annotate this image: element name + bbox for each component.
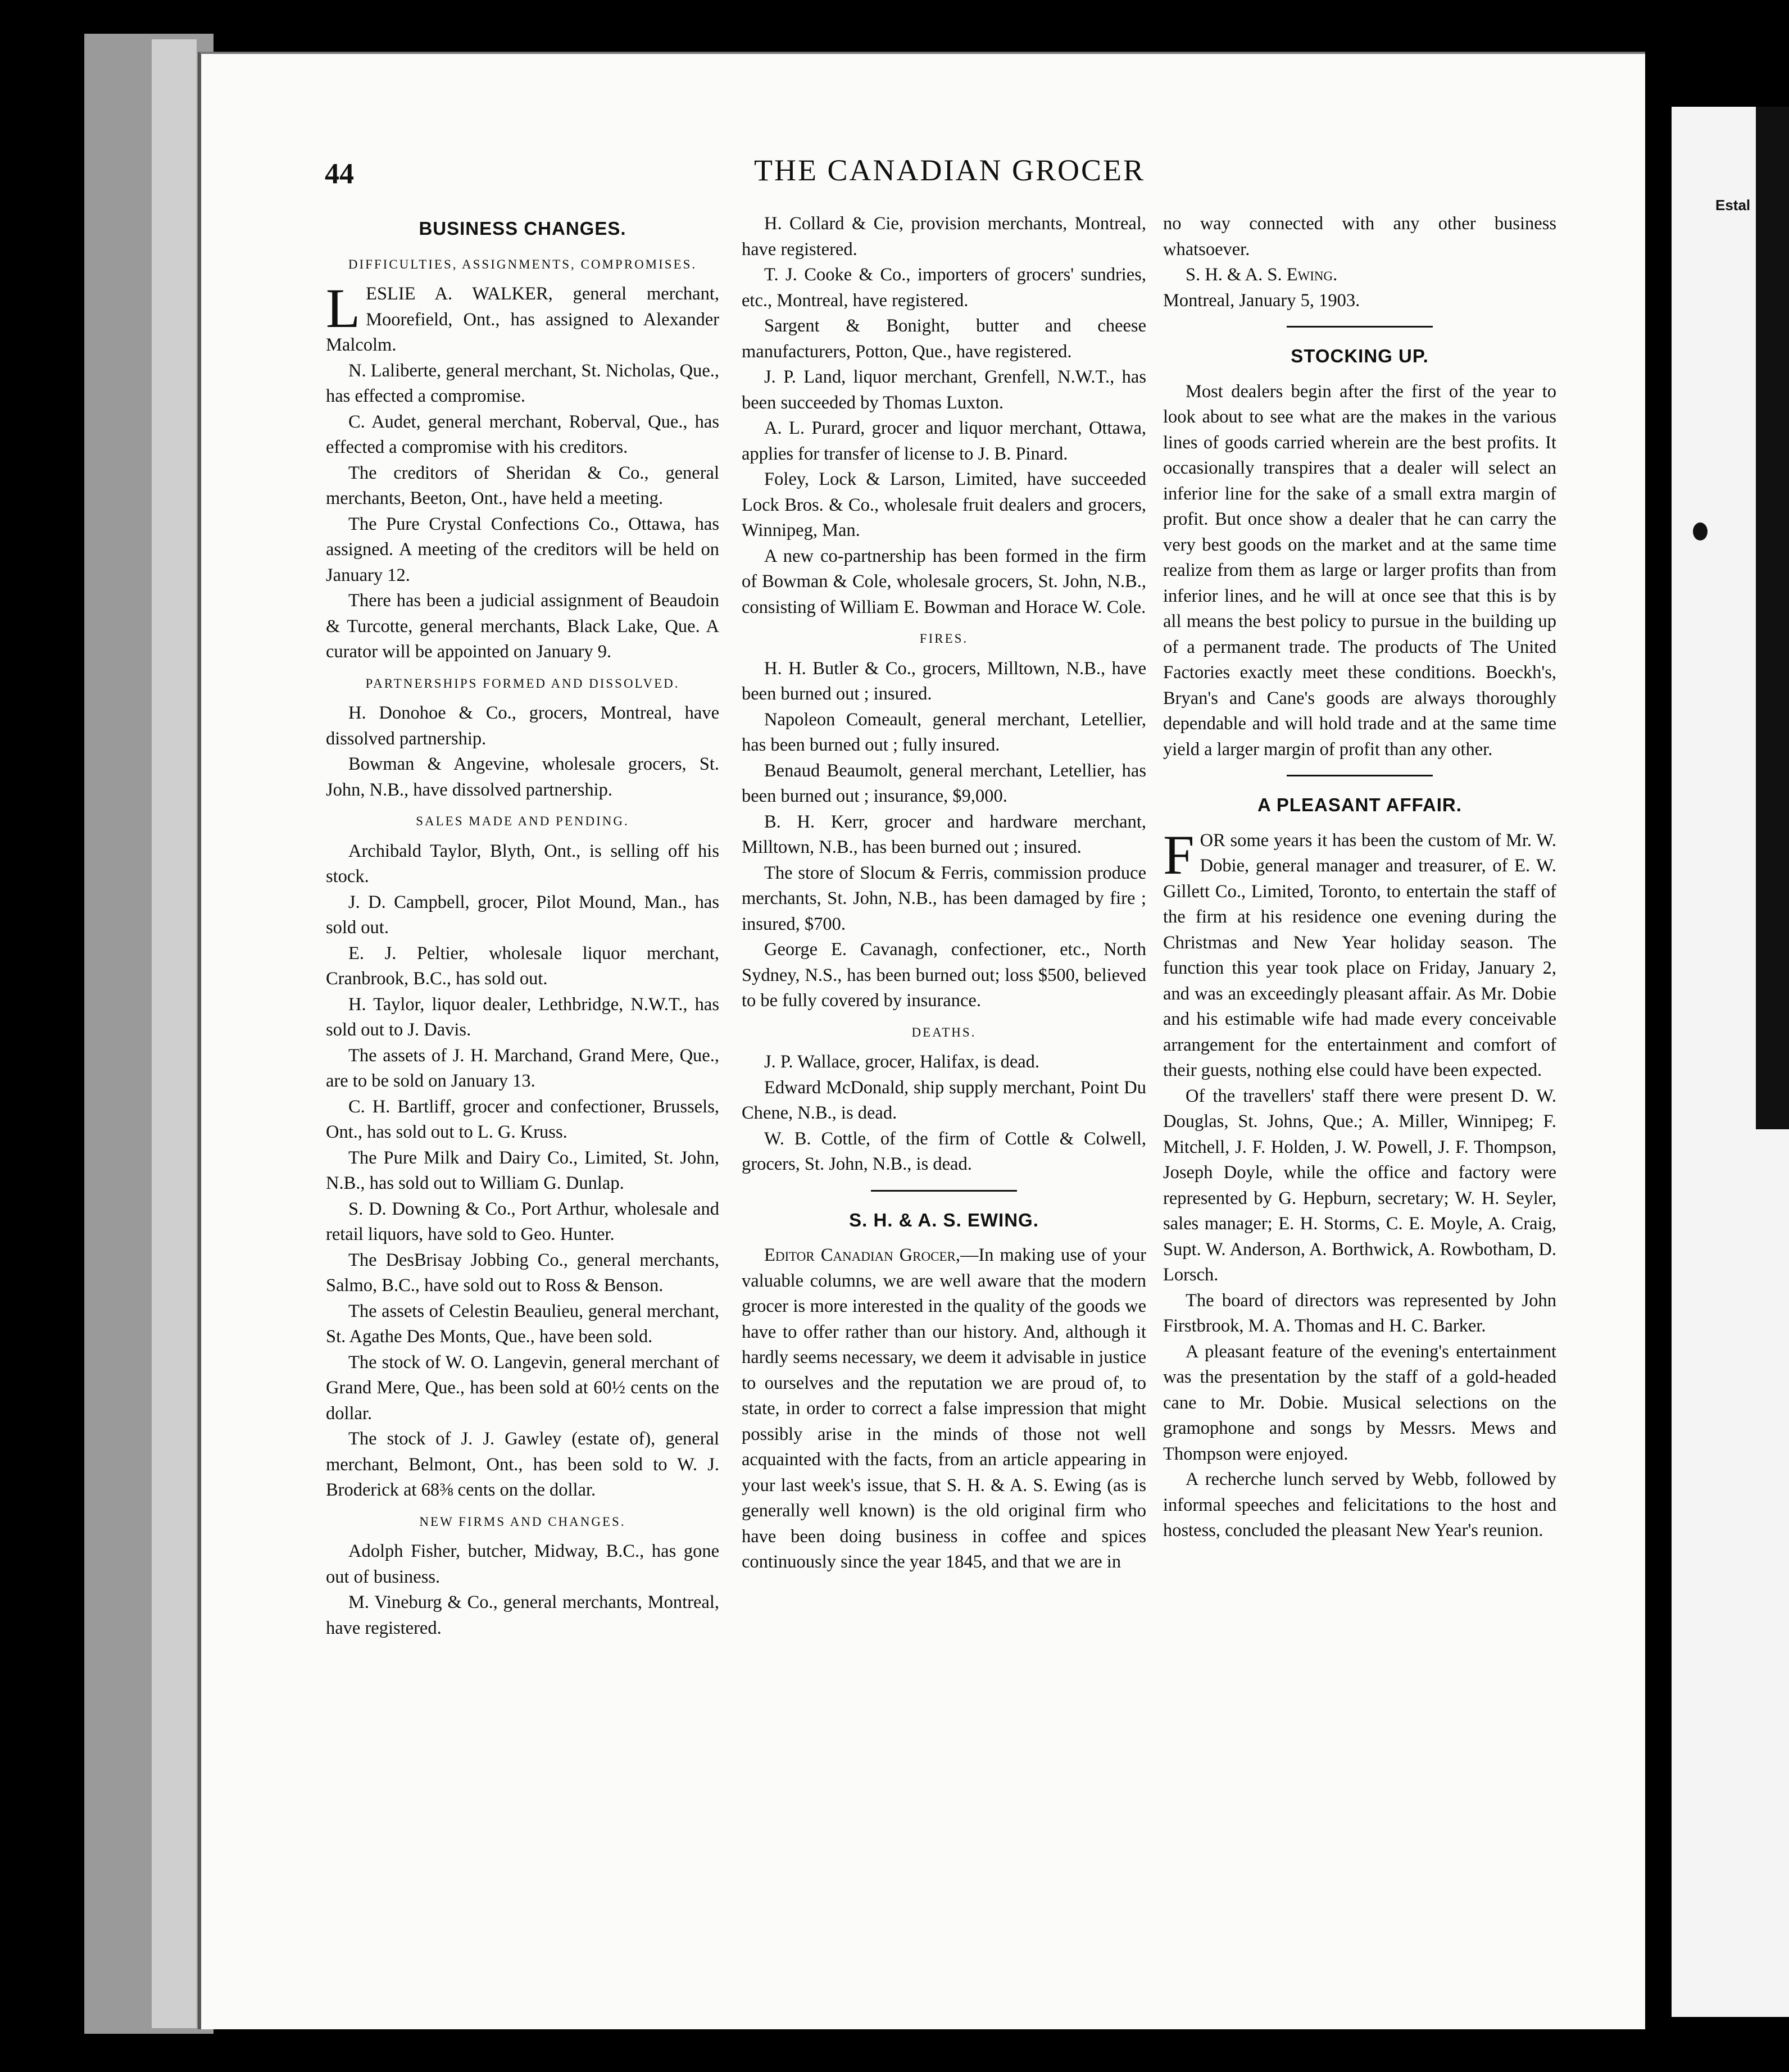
article-pure-milk: The Pure Milk and Dairy Co., Limited, St. John, N.B., has sold out to William G. Dunlap. [326,1147,719,1193]
article-stocking-up: Most dealers begin after the first of the year to look about to see what are the makes in the various lines of goods carried wherein are the best profits. It occasionally transpires that a dealer will select an inferior line for the sake of a small extra margin of profit. But once show a dealer that he can carry the very best goods on the market and at the same time realize from them as large or larger profits than from inferior lines, and he will at once see that this is by all means the best policy to pursue in the building up of a permanent trade. The products of The United Factories exactly meet these conditions. Boeckh's, Bryan's and Cane's goods are always thoroughly dependable and will hold trade and at the same time yield a larger margin of profit than any other. [1163,381,1556,760]
article-crystal: The Pure Crystal Confections Co., Ottawa, has assigned. A meeting of the creditors will be held on January 12. [326,514,719,585]
article-sargent: Sargent & Bonight, butter and cheese manufacturers, Potton, Que., have registered. [742,316,1146,362]
article-sheridan: The creditors of Sheridan & Co., general merchants, Beeton, Ont., have held a meeting. [326,462,719,508]
article-marchand: The assets of J. H. Marchand, Grand Mere, Que., are to be sold on January 13. [326,1045,719,1091]
article-peltier: E. J. Peltier, wholesale liquor merchant, Cranbrook, B.C., has sold out. [326,943,719,989]
article-laliberte: N. Laliberte, general merchant, St. Nicholas, Que., has effected a compromise. [326,360,719,406]
letter-ewing [742,1243,1146,1575]
article-kerr: B. H. Kerr, grocer and hardware merchant, Milltown, N.B., has been burned out ; insured. [742,811,1146,857]
heading-ewing: S. H. & A. S. EWING. [849,1209,1039,1230]
article-cooke: T. J. Cooke & Co., importers of grocers' sundries, etc., Montreal, have registered. [742,265,1146,311]
column-1 [326,211,719,1641]
adjacent-page-dark-band [1756,107,1789,1129]
article-taylor-h: H. Taylor, liquor dealer, Lethbridge, N.W.T., has sold out to J. Davis. [326,994,719,1040]
column-2 [742,211,1146,1575]
article-fisher: Adolph Fisher, butcher, Midway, B.C., has gone out of business. [326,1541,719,1587]
adjacent-page-strip [1672,107,1789,2017]
article-langevin: The stock of W. O. Langevin, general merchant of Grand Mere, Que., has been sold at 60½ cents on the dollar. [326,1352,719,1424]
article-beaudoin: There has been a judicial assignment of Beaudoin & Turcotte, general merchants, Black Lake, Que. A curator will be appointed on January 9. [326,590,719,662]
subhead-new-firms: NEW FIRMS AND CHANGES. [419,1514,626,1529]
article-mcdonald: Edward McDonald, ship supply merchant, Point Du Chene, N.B., is dead. [742,1077,1146,1123]
letter-continuation: no way connected with any other business whatsoever. [1163,213,1556,260]
heading-stocking-up: STOCKING UP. [1291,346,1429,366]
article-beaulieu: The assets of Celestin Beaulieu, general merchant, St. Agathe Des Monts, Que., have been sold. [326,1301,719,1347]
article-feature: A pleasant feature of the evening's entertainment was the presentation by the staff of a gold-headed cane to Mr. Dobie. Musical selections on the gramophone and songs by Messrs. Mews and Thompson were enjoyed. [1163,1341,1556,1464]
article-lunch: A recherche lunch served by Webb, followed by informal speeches and felicitations to the host and hostess, concluded the pleasant New Year's reunion. [1163,1469,1556,1541]
article-comeault: Napoleon Comeault, general merchant, Letellier, has been burned out ; fully insured. [742,709,1146,755]
letter-dateline: Montreal, January 5, 1903. [1163,290,1360,311]
page-stack-edge [152,39,197,2028]
article-desbrisay: The DesBrisay Jobbing Co., general merchants, Salmo, B.C., have sold out to Ross & Benson. [326,1249,719,1296]
page-number: 44 [325,158,354,190]
heading-pleasant-affair: A PLEASANT AFFAIR. [1257,794,1462,815]
article-beaumolt: Benaud Beaumolt, general merchant, Letellier, has been burned out ; insurance, $9,000. [742,760,1146,806]
letter-body: —In making use of your valuable columns, we are well aware that the modern grocer is more interested in the quality of the goods we have to offer rather than our history. And, although it hardly seems necessary, we deem it advisable in justice to ourselves and the reputation we are proud of, to state, in order to correct a false impression that might possibly arise in the minds of those not well acquainted with the facts, from an article appearing in your last week's issue, that S. H. & A. S. Ewing (as is generally well known) is the old original firm who have been doing business in coffee and spices continuously since the year 1845, and that we are in [742,1245,1146,1572]
article-bartliff: C. H. Bartliff, grocer and confectioner, Brussels, Ont., has sold out to L. G. Kruss. [326,1096,719,1142]
article-butler: H. H. Butler & Co., grocers, Milltown, N.B., have been burned out ; insured. [742,658,1146,704]
article-board: The board of directors was represented by John Firstbrook, M. A. Thomas and H. C. Barker. [1163,1290,1556,1336]
subhead-difficulties: DIFFICULTIES, ASSIGNMENTS, COMPROMISES. [348,257,697,271]
article-cottle: W. B. Cottle, of the firm of Cottle & Colwell, grocers, St. John, N.B., is dead. [742,1128,1146,1174]
subhead-sales: SALES MADE AND PENDING. [416,814,629,828]
column-3 [1163,211,1556,1544]
subhead-deaths: DEATHS. [911,1025,977,1039]
drop-cap: L [326,277,361,339]
article-donohoe: H. Donohoe & Co., grocers, Montreal, have dissolved partnership. [326,703,719,749]
ink-blot [1693,522,1708,540]
article-audet: C. Audet, general merchant, Roberval, Que., has effected a compromise with his creditors. [326,411,719,457]
subhead-partnerships: PARTNERSHIPS FORMED AND DISSOLVED. [365,676,680,690]
article-travellers: Of the travellers' staff there were present D. W. Douglas, St. Johns, Que.; A. Miller, Winnipeg; F. Mitchell, J. F. Holden, J. W. Powell, J. F. Thompson, Joseph Doyle, while the office and factory were represented by G. Hepburn, secretary; W. H. Seyler, sales manager; E. H. Storms, C. E. Moyle, A. Craig, Supt. W. Anderson, A. Borthwick, A. Rowbotham, D. Lorsch. [1163,1085,1556,1285]
article-collard: H. Collard & Cie, provision merchants, Montreal, have registered. [742,213,1146,260]
article-walker: LESLIE A. WALKER, general merchant, Moorefield, Ont., has assigned to Alexander Malcolm. [326,277,719,355]
article-purard: A. L. Purard, grocer and liquor merchant, Ottawa, applies for transfer of license to J. B. Pinard. [742,418,1146,464]
subhead-fires: FIRES. [919,631,969,646]
letter-signature: S. H. & A. S. Ewing. [1186,265,1338,285]
article-downing: S. D. Downing & Co., Port Arthur, wholesale and retail liquors, have sold to Geo. Hunter. [326,1198,719,1244]
article-dobie: FOR some years it has been the custom of Mr. W. Dobie, general manager and treasurer, of E. W. Gillett Co., Limited, Toronto, to entertain the staff of the firm at his residence one evening during the Christmas and New Year holiday season. The function this year took place on Friday, January 2, and was an exceedingly pleasant affair. As Mr. Dobie and his estimable wife had made every conceivable arrangement for the entertainment and comfort of their guests, nothing else could have been expected. [1163,823,1556,1080]
section-divider [1287,326,1433,328]
letter-salutation: Editor Canadian Grocer, [764,1245,960,1265]
masthead-title: THE CANADIAN GROCER [754,153,1145,187]
article-cavanagh: George E. Cavanagh, confectioner, etc., North Sydney, N.S., has been burned out; loss $500, believed to be fully covered by insurance. [742,939,1146,1011]
article-bowman-cole: A new co-partnership has been formed in the firm of Bowman & Cole, wholesale grocers, St. John, N.B., consisting of William E. Bowman and Horace W. Cole. [742,546,1146,617]
heading-business-changes: BUSINESS CHANGES. [419,218,626,239]
drop-cap: F [1163,823,1195,886]
article-campbell: J. D. Campbell, grocer, Pilot Mound, Man., has sold out. [326,892,719,938]
adjacent-page-fragment: Estal [1715,197,1751,213]
article-land: J. P. Land, liquor merchant, Grenfell, N.W.T., has been succeeded by Thomas Luxton. [742,367,1146,413]
article-vineburg: M. Vineburg & Co., general merchants, Montreal, have registered. [326,1592,719,1638]
article-taylor-archibald: Archibald Taylor, Blyth, Ont., is selling off his stock. [326,840,719,887]
article-gawley: The stock of J. J. Gawley (estate of), general merchant, Belmont, Ont., has been sold to W. J. Broderick at 68⅜ cents on the dollar. [326,1429,719,1500]
section-divider [1287,775,1433,776]
article-angevine: Bowman & Angevine, wholesale grocers, St. John, N.B., have dissolved partnership. [326,754,719,800]
article-slocum: The store of Slocum & Ferris, commission produce merchants, St. John, N.B., has been damaged by fire ; insured, $700. [742,862,1146,934]
article-foley: Foley, Lock & Larson, Limited, have succeeded Lock Bros. & Co., wholesale fruit dealers and grocers, Winnipeg, Man. [742,469,1146,540]
section-divider [871,1190,1017,1192]
article-wallace: J. P. Wallace, grocer, Halifax, is dead. [764,1052,1040,1072]
